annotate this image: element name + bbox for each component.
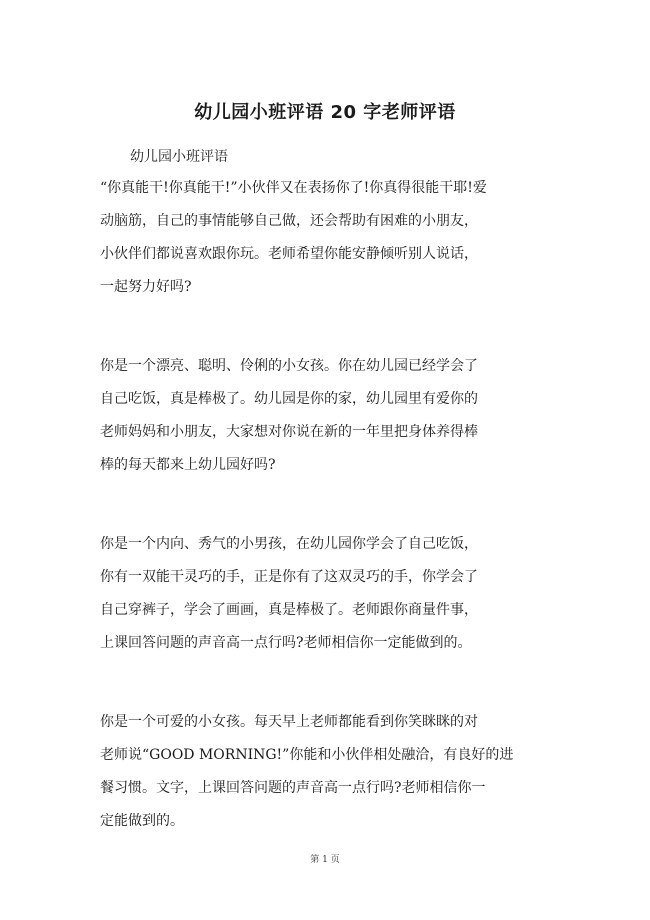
text-line: 自己吃饭，真是棒极了。幼儿园是你的家，幼儿园里有爱你的 — [100, 391, 478, 407]
text-line: 棒的每天都来上幼儿园好吗? — [100, 457, 276, 473]
text-line: 老师说“GOOD MORNING!”你能和小伙伴相处融洽，有良好的进 — [100, 747, 514, 763]
text-line: 老师妈妈和小朋友，大家想对你说在新的一年里把身体养得棒 — [100, 424, 478, 440]
paragraph-1 — [100, 172, 580, 304]
text-line: 餐习惯。文字，上课回答问题的声音高一点行吗?老师相信你一 — [100, 780, 486, 796]
text-line: 一起努力好吗? — [100, 279, 192, 295]
document-title: 幼儿园小班评语 20 字老师评语 — [194, 102, 456, 123]
paragraph-2 — [100, 350, 580, 482]
page-number: 第 1 页 — [310, 855, 340, 865]
paragraph-4 — [100, 706, 580, 838]
text-line: 定能做到的。 — [100, 813, 184, 829]
section-subtitle: 幼儿园小班评语 — [130, 149, 228, 165]
text-line: 上课回答问题的声音高一点行吗?老师相信你一定能做到的。 — [100, 635, 472, 651]
paragraph-3 — [100, 528, 580, 660]
text-line: 小伙伴们都说喜欢跟你玩。老师希望你能安静倾听别人说话， — [100, 246, 478, 262]
text-line: 你是一个漂亮、聪明、伶俐的小女孩。你在幼儿园已经学会了 — [100, 358, 478, 374]
text-line: 自己穿裤子，学会了画画，真是棒极了。老师跟你商量件事， — [100, 602, 478, 618]
text-line: 动脑筋，自己的事情能够自己做，还会帮助有困难的小朋友， — [100, 213, 478, 229]
document-body — [100, 144, 580, 838]
text-line: “你真能干!你真能干!”小伙伴又在表扬你了!你真得很能干耶!爱 — [100, 180, 487, 196]
text-line: 你是一个内向、秀气的小男孩，在幼儿园你学会了自己吃饭， — [100, 536, 478, 552]
text-line: 你是一个可爱的小女孩。每天早上老师都能看到你笑眯眯的对 — [100, 714, 478, 730]
text-line: 你有一双能干灵巧的手，正是你有了这双灵巧的手，你学会了 — [100, 569, 478, 585]
